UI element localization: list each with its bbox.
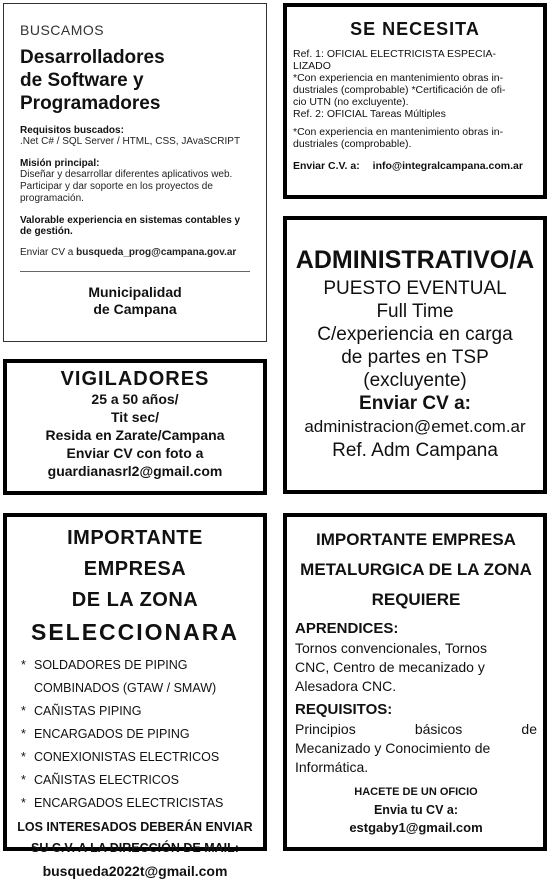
send-cv-prefix: Enviar CV a (20, 247, 74, 258)
item-text: ENCARGADOS ELECTRICISTAS (34, 796, 224, 810)
ad-piping-workers (3, 513, 267, 879)
text-line: LOS INTERESADOS DEBERÁN ENVIAR (17, 820, 253, 834)
text-line: PUESTO EVENTUAL (323, 278, 507, 299)
bullet: * (21, 773, 26, 787)
ad-title (20, 46, 250, 115)
text-line: Alesadora CNC. (295, 678, 397, 694)
text-line: de partes en TSP (341, 347, 489, 368)
section-text (295, 639, 537, 696)
ad-administrative (283, 216, 547, 494)
instructions (15, 817, 255, 859)
text-line: Full Time (376, 301, 454, 322)
bullet: * (21, 727, 26, 741)
advertiser-name (20, 284, 250, 318)
item-text: CAÑISTAS ELECTRICOS (34, 773, 179, 787)
mission-text (20, 169, 250, 205)
reference: Ref. Adm Campana (332, 440, 498, 461)
contact-line (293, 160, 537, 172)
text-line: Participar y dar soporte en los proyectos de (20, 181, 213, 192)
ad-title: METALURGICA DE LA ZONA (300, 560, 532, 579)
ad-metalworking-apprentices (283, 513, 547, 851)
contact-email[interactable]: estgaby1@gmail.com (349, 820, 483, 835)
ad-software-developers (3, 3, 267, 342)
contact-email[interactable]: administracion@emet.com.ar (304, 417, 526, 436)
item-text: CAÑISTAS PIPING (34, 704, 142, 718)
send-cv-line (20, 247, 250, 259)
title-line: Desarrolladores (20, 47, 165, 68)
ad-title: VIGILADORES (60, 368, 210, 390)
requirements-label: Requisitos buscados: (20, 125, 124, 136)
text-line: Resida en Zarate/Campana (45, 427, 225, 443)
ad-title: DE LA ZONA (71, 589, 199, 611)
bullet: * (21, 658, 26, 672)
text-line: SU C.V. A LA DIRECCIÓN DE MAIL: (31, 841, 239, 855)
contact-email[interactable]: info@integralcampana.com.ar (372, 160, 523, 172)
list-item (21, 792, 255, 815)
footer-line: Municipalidad (88, 284, 182, 300)
text-line: *Con experiencia en mantenimiento obras in- (293, 72, 504, 84)
cta-slogan: HACETE DE UN OFICIO (354, 786, 478, 798)
text-line: (excluyente) (363, 370, 467, 391)
ad-body-2 (293, 126, 537, 150)
text-line: Principios básicos de (295, 721, 537, 737)
bullet: * (21, 704, 26, 718)
text-line: Mecanizado y Conocimiento de (295, 740, 491, 756)
text-line: cio UTN (no excluyente). (293, 96, 409, 108)
text-line: dustriales (comprobable) *Certificación de ofi- (293, 84, 506, 96)
bullet: * (21, 750, 26, 764)
ad-title: IMPORTANTE EMPRESA (316, 530, 516, 549)
text-line: Tornos convencionales, Tornos (295, 640, 487, 656)
list-item (21, 677, 255, 700)
send-cv-label: Enviar CV a: (359, 393, 471, 414)
text-line: *Con experiencia en mantenimiento obras in- (293, 126, 504, 138)
text-line: programación. (20, 193, 84, 204)
text-line: de gestión. (20, 226, 73, 237)
ad-title: REQUIERE (371, 590, 461, 609)
text-line: Ref. 2: OFICIAL Tareas Múltiples (293, 108, 446, 120)
list-item (21, 746, 255, 769)
ad-security-guards (3, 359, 267, 495)
contact-label: Enviar C.V. a: (293, 160, 360, 172)
section-text (295, 720, 537, 777)
ad-title: ADMINISTRATIVO/A (295, 246, 535, 274)
ad-title: SE NECESITA (350, 19, 480, 39)
positions-list (15, 654, 255, 815)
text-line: Valorable experiencia en sistemas contables y (20, 215, 241, 226)
item-text: COMBINADOS (GTAW / SMAW) (34, 681, 217, 695)
item-text: SOLDADORES DE PIPING (34, 658, 188, 672)
contact-email[interactable]: busqueda2022t@gmail.com (42, 863, 228, 879)
text-line: C/experiencia en carga (317, 324, 513, 345)
text-line: CNC, Centro de mecanizado y (295, 659, 485, 675)
list-item (21, 700, 255, 723)
text-line: Tit sec/ (111, 409, 159, 425)
divider (20, 271, 250, 272)
valued-experience (20, 215, 250, 237)
footer-line: de Campana (93, 301, 177, 317)
bullet: * (21, 796, 26, 810)
mission-label: Misión principal: (20, 158, 100, 169)
ad-title: IMPORTANTE EMPRESA (67, 527, 203, 580)
text-line: LIZADO (293, 60, 331, 72)
contact-email[interactable]: busqueda_prog@campana.gov.ar (76, 247, 237, 258)
section-heading: APRENDICES: (295, 620, 399, 637)
title-line: Programadores (20, 93, 161, 114)
list-item (21, 769, 255, 792)
text-line: 25 a 50 años/ (91, 391, 179, 407)
text-line: Informática. (295, 759, 369, 775)
ad-body (293, 48, 537, 120)
item-text: CONEXIONISTAS ELECTRICOS (34, 750, 220, 764)
cta-text: Envia tu CV a: (373, 803, 459, 817)
ad-electrician (283, 3, 547, 199)
item-text: ENCARGADOS DE PIPING (34, 727, 190, 741)
list-item (21, 723, 255, 746)
ad-subtitle: SELECCIONARA (30, 619, 239, 645)
requirements-text: .Net C# / SQL Server / HTML, CSS, JAvaSCRIPT (20, 136, 241, 147)
list-item (21, 654, 255, 677)
text-line: Diseñar y desarrollar diferentes aplicativos web. (20, 169, 233, 180)
ad-kicker: BUSCAMOS (20, 22, 105, 38)
text-line: dustriales (comprobable). (293, 138, 412, 150)
text-line: Enviar CV con foto a (66, 445, 204, 461)
contact-email[interactable]: guardianasrl2@gmail.com (47, 463, 223, 479)
title-line: de Software y (20, 70, 144, 91)
text-line: Ref. 1: OFICIAL ELECTRICISTA ESPECIA- (293, 48, 497, 60)
section-heading: REQUISITOS: (295, 701, 393, 718)
